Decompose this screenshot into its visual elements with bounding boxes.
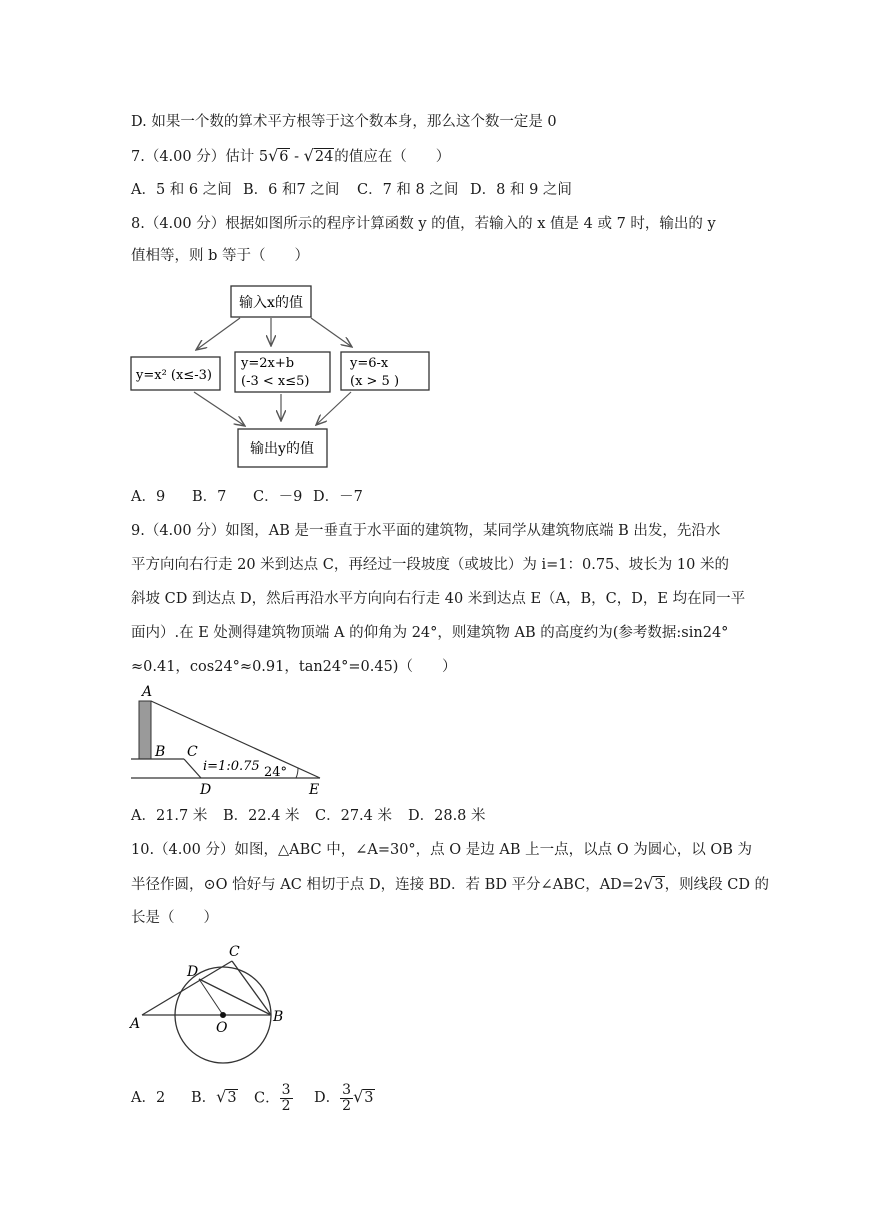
q9-option-a[interactable]: A．21.7 米 [131,808,208,824]
q7-minus: - [289,149,304,165]
q6-option-d: D. 如果一个数的算术平方根等于这个数本身，那么这个数一定是 0 [131,114,557,130]
q7-suffix: 的值应在（ ） [334,149,451,165]
q10-option-a[interactable]: A．2 [131,1090,166,1106]
flow-box-2-line2: (-3 < x≤5) [241,374,310,389]
label-e: E [309,782,320,798]
q9-option-c[interactable]: C．27.4 米 [315,808,392,824]
q7-option-c[interactable]: C．7 和 8 之间 [357,182,459,198]
q7-coef: 5 [258,149,269,165]
q7-radicand-1: 6 [279,149,289,165]
q10-options [131,1082,375,1114]
label-d: D [187,964,199,980]
q10-option-c[interactable]: C． $\frac{3}{2}$ [254,1081,291,1114]
label-d: D [200,782,212,798]
flow-box-2-line1: y=2x+b [241,356,295,371]
flow-box-3-line2: (x > 5 ) [350,374,400,389]
sqrt-sign: √ [643,874,654,893]
label-c: C [187,744,198,760]
q8-line-1: 8.（4.00 分）根据如图所示的程序计算函数 y 的值，若输入的 x 值是 4 或 7 时，输出的 y [131,216,716,232]
q7-option-a[interactable]: A．5 和 6 之间 [131,182,232,198]
label-a: A [142,684,153,700]
q9-option-b[interactable]: B．22.4 米 [223,808,300,824]
flow-box-3-line1: y=6-x [350,356,389,371]
q10-line-2a: 半径作圆，⊙O 恰好与 AC 相切于点 D，连接 BD．若 BD 平分∠ABC，AD=2 [131,877,644,893]
q9-line-3: 斜坡 CD 到达点 D，然后再沿水平方向向右行走 40 米到达点 E（A，B，C，D，E 均在同一平 [131,591,746,607]
q7-option-b[interactable]: B．6 和7 之间 [243,182,340,198]
label-c: C [229,944,240,960]
q10-line-3: 长是（ ） [131,910,218,926]
slope-label: i=1:0.75 [203,759,260,774]
q9-line-1: 9.（4.00 分）如图，AB 是一垂直于水平面的建筑物，某同学从建筑物底端 B 出发，先沿水 [131,523,721,539]
flow-box-1-label: y=x² (x≤-3) [136,368,212,383]
label-o: O [216,1020,228,1036]
sqrt-sign: √ [303,146,314,165]
q8-line-2: 值相等，则 b 等于（ ） [131,248,309,264]
angle-label: 24° [264,765,288,780]
q8-option-c[interactable]: C．－9 [253,489,303,505]
flow-output-label: 输出y的值 [250,441,314,457]
q9-line-4: 面内）.在 E 处测得建筑物顶端 A 的仰角为 24°，则建筑物 AB 的高度约为(参考数据:sin24° [131,625,729,641]
q10-option-b[interactable]: B．√3 [191,1087,237,1106]
q8-option-b[interactable]: B．7 [192,489,227,505]
q9-line-5: ≈0.41，cos24°≈0.91，tan24°=0.45)（ ） [131,659,457,675]
q10-radicand: 3 [654,877,664,893]
q7-prefix: 7.（4.00 分）估计 [131,149,259,165]
q8-option-d[interactable]: D．－7 [313,489,363,505]
label-b: B [155,744,166,760]
q9-line-2: 平方向向右行走 20 米到达点 C，再经过一段坡度（或坡比）为 i=1：0.75、坡长为 10 米的 [131,557,729,573]
q7-option-d[interactable]: D．8 和 9 之间 [470,182,572,198]
q10-option-d[interactable]: D． $\frac{3}{2}$ √3 [314,1081,374,1114]
q10-line-1: 10.（4.00 分）如图，△ABC 中，∠A=30°，点 O 是边 AB 上一点，以点 O 为圆心，以 OB 为 [131,842,752,858]
q9-option-d[interactable]: D．28.8 米 [408,808,486,824]
label-a: A [130,1016,141,1032]
q7-radicand-2: 24 [314,149,334,165]
q8-option-a[interactable]: A．9 [131,489,166,505]
q10-line-2b: ，则线段 CD 的 [664,877,770,893]
sqrt-sign: √ [268,146,279,165]
flow-input-label: 输入x的值 [239,295,303,311]
label-b: B [273,1009,284,1025]
